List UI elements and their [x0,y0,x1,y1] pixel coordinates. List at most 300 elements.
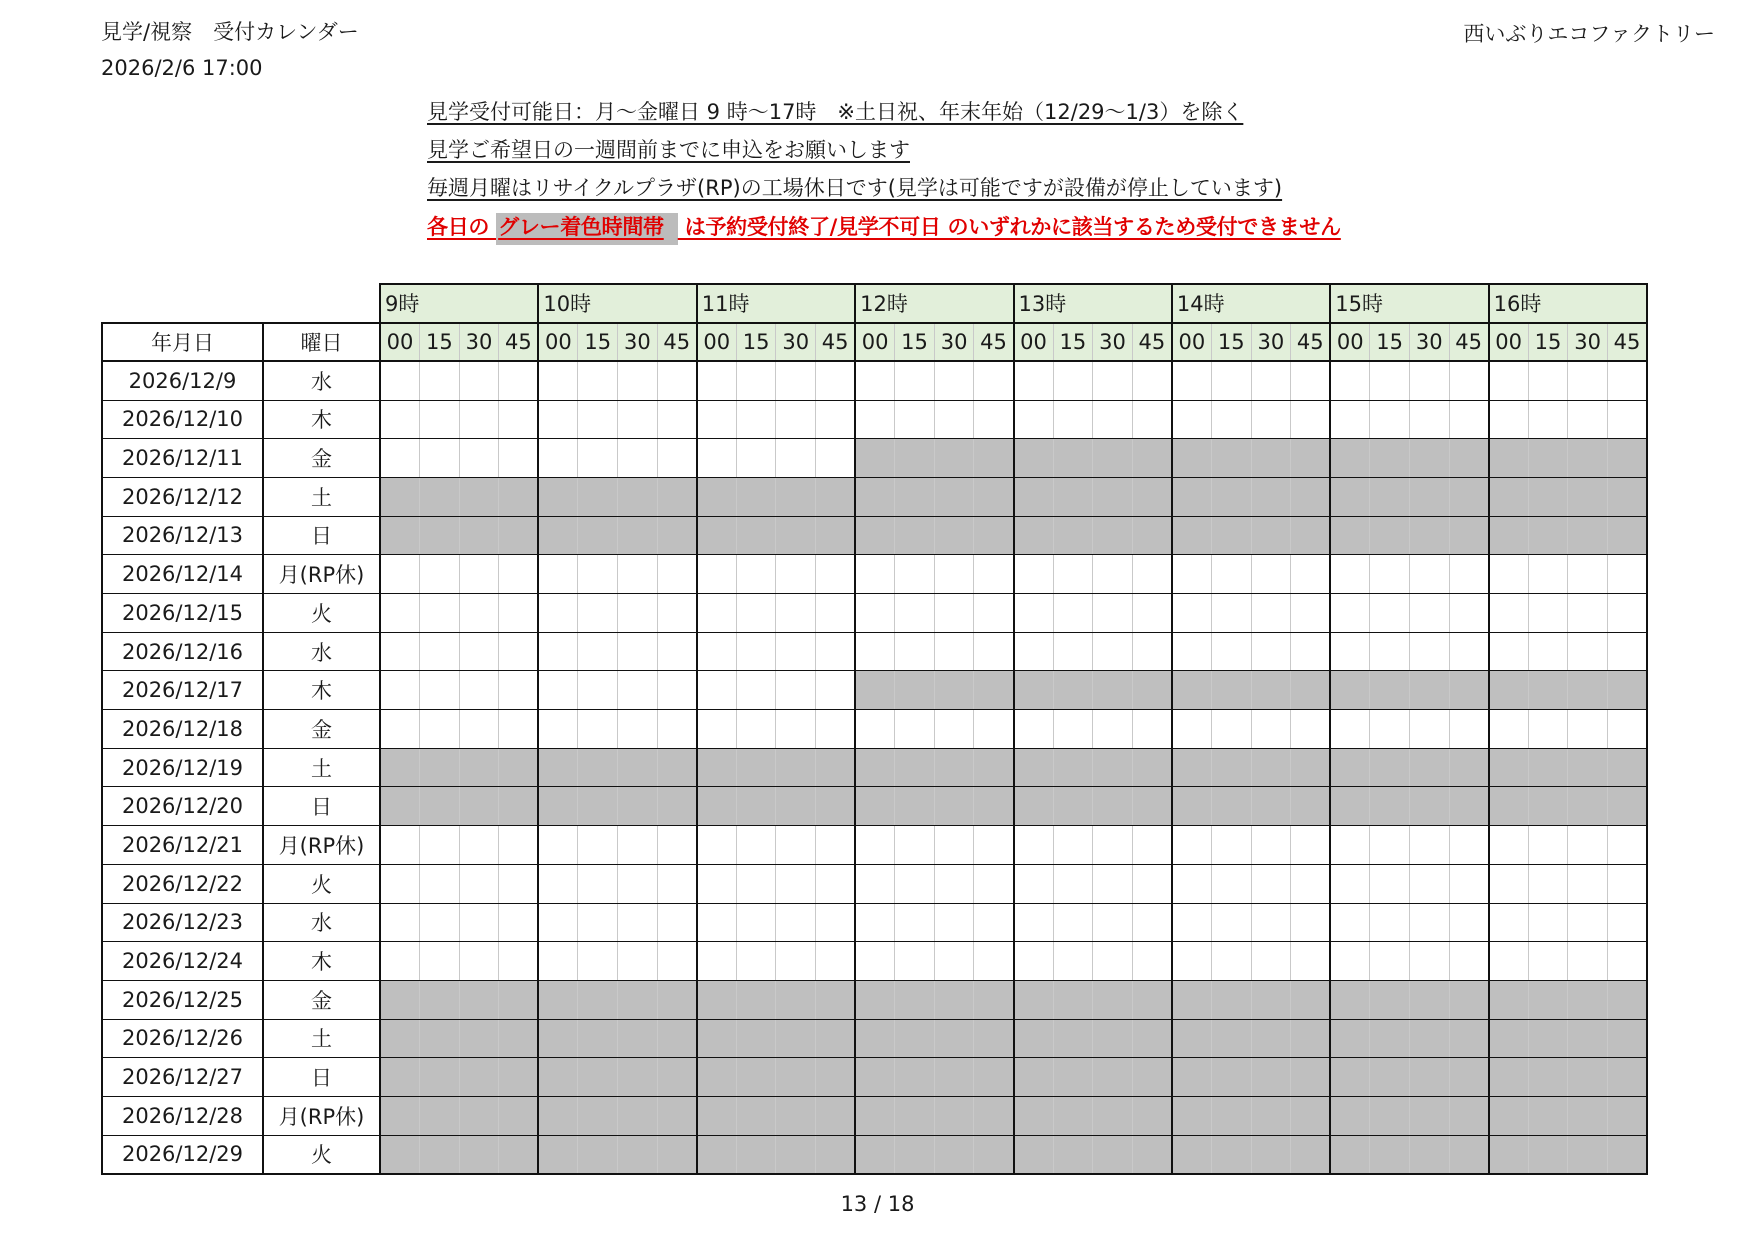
time-slot-unavailable [1607,477,1647,516]
time-slot-available [1093,361,1133,400]
time-slot-available [459,361,499,400]
time-slot-available [816,439,856,478]
time-slot-available [1607,864,1647,903]
time-slot-unavailable [1291,439,1331,478]
time-slot-unavailable [1568,748,1608,787]
time-slot-unavailable [459,787,499,826]
weekday-cell: 土 [263,1019,380,1058]
time-slot-unavailable [1370,477,1410,516]
time-slot-unavailable [1014,439,1054,478]
time-slot-unavailable [1132,1058,1172,1097]
notice-warning-prefix: 各日の [427,215,497,239]
time-slot-unavailable [1330,980,1370,1019]
time-slot-available [1409,864,1449,903]
time-slot-unavailable [657,980,697,1019]
time-slot-unavailable [1014,748,1054,787]
notice-grey-unavailable [427,211,1341,241]
time-slot-available [420,555,460,594]
time-slot-available [1330,594,1370,633]
time-slot-available [657,632,697,671]
time-slot-unavailable [1568,980,1608,1019]
time-slot-available [776,400,816,439]
time-slot-unavailable [1330,787,1370,826]
time-slot-unavailable [1528,477,1568,516]
time-slot-available [1409,942,1449,981]
time-slot-available [459,942,499,981]
quarter-header: 30 [1409,323,1449,362]
hour-header: 12時 [855,284,1013,323]
time-slot-available [1449,400,1489,439]
time-slot-available [1528,361,1568,400]
calendar-row [102,942,1647,981]
hour-header: 14時 [1172,284,1330,323]
time-slot-unavailable [816,748,856,787]
time-slot-available [855,555,895,594]
time-slot-available [538,361,578,400]
time-slot-unavailable [1132,1019,1172,1058]
quarter-header: 00 [1489,323,1529,362]
time-slot-available [380,671,420,710]
time-slot-unavailable [1449,477,1489,516]
time-slot-available [618,400,658,439]
time-slot-unavailable [934,1058,974,1097]
time-slot-unavailable [1093,1058,1133,1097]
time-slot-available [499,942,539,981]
time-slot-unavailable [1251,1096,1291,1135]
time-slot-unavailable [1568,1135,1608,1174]
time-slot-unavailable [1449,1019,1489,1058]
hour-header: 13時 [1014,284,1172,323]
calendar-row [102,1019,1647,1058]
time-slot-unavailable [1053,477,1093,516]
quarter-header: 45 [816,323,856,362]
time-slot-available [459,594,499,633]
time-slot-available [499,400,539,439]
time-slot-unavailable [895,1096,935,1135]
time-slot-available [697,826,737,865]
time-slot-unavailable [1607,516,1647,555]
time-slot-unavailable [618,748,658,787]
time-slot-available [618,864,658,903]
time-slot-available [459,671,499,710]
time-slot-available [1370,400,1410,439]
time-slot-unavailable [776,980,816,1019]
time-slot-available [1409,903,1449,942]
time-slot-unavailable [1330,477,1370,516]
time-slot-available [380,439,420,478]
time-slot-unavailable [1409,1058,1449,1097]
time-slot-available [1211,555,1251,594]
calendar-row [102,632,1647,671]
time-slot-available [895,594,935,633]
time-slot-unavailable [1528,748,1568,787]
time-slot-unavailable [1132,1135,1172,1174]
time-slot-available [816,903,856,942]
time-slot-available [934,903,974,942]
time-slot-unavailable [816,1135,856,1174]
time-slot-available [459,903,499,942]
time-slot-available [1449,826,1489,865]
blank-corner [263,284,380,323]
time-slot-unavailable [1568,516,1608,555]
calendar-row [102,594,1647,633]
time-slot-unavailable [776,787,816,826]
time-slot-unavailable [1251,1058,1291,1097]
time-slot-unavailable [1251,980,1291,1019]
time-slot-unavailable [1409,980,1449,1019]
time-slot-unavailable [1291,477,1331,516]
time-slot-unavailable [1607,439,1647,478]
time-slot-available [974,826,1014,865]
time-slot-unavailable [499,477,539,516]
time-slot-available [1251,594,1291,633]
time-slot-available [499,555,539,594]
time-slot-available [1132,400,1172,439]
time-slot-available [1172,826,1212,865]
time-slot-available [895,710,935,749]
time-slot-available [1330,864,1370,903]
time-slot-available [934,594,974,633]
time-slot-available [578,942,618,981]
time-slot-available [736,361,776,400]
time-slot-available [1132,864,1172,903]
time-slot-available [1409,361,1449,400]
time-slot-unavailable [618,1058,658,1097]
time-slot-unavailable [1330,1019,1370,1058]
quarter-header: 15 [1211,323,1251,362]
weekday-cell: 木 [263,671,380,710]
print-datetime: 2026/2/6 17:00 [101,56,263,80]
time-slot-available [697,942,737,981]
time-slot-unavailable [459,1135,499,1174]
time-slot-available [1093,864,1133,903]
time-slot-available [816,594,856,633]
time-slot-available [380,361,420,400]
time-slot-available [1291,400,1331,439]
time-slot-unavailable [934,1135,974,1174]
time-slot-available [657,710,697,749]
time-slot-unavailable [1409,516,1449,555]
time-slot-unavailable [1211,1135,1251,1174]
time-slot-available [1528,400,1568,439]
time-slot-unavailable [499,980,539,1019]
time-slot-available [1489,710,1529,749]
notice-warning-suffix: は予約受付終了/見学不可日 のいずれかに該当するため受付できません [677,215,1341,239]
time-slot-available [1370,555,1410,594]
time-slot-unavailable [1053,1019,1093,1058]
time-slot-available [420,594,460,633]
time-slot-unavailable [855,516,895,555]
time-slot-available [1489,826,1529,865]
hour-header: 9時 [380,284,538,323]
time-slot-unavailable [1172,1096,1212,1135]
time-slot-available [1211,594,1251,633]
time-slot-available [1568,555,1608,594]
time-slot-unavailable [380,980,420,1019]
time-slot-unavailable [736,1096,776,1135]
time-slot-unavailable [816,516,856,555]
time-slot-available [1093,555,1133,594]
time-slot-unavailable [1172,1058,1212,1097]
time-slot-available [1330,632,1370,671]
time-slot-available [895,400,935,439]
time-slot-unavailable [974,1019,1014,1058]
time-slot-unavailable [1528,1135,1568,1174]
time-slot-available [499,903,539,942]
time-slot-available [499,864,539,903]
time-slot-available [380,826,420,865]
time-slot-available [1053,826,1093,865]
time-slot-available [1251,903,1291,942]
time-slot-available [1449,632,1489,671]
quarter-header: 00 [380,323,420,362]
time-slot-available [697,400,737,439]
time-slot-unavailable [816,787,856,826]
time-slot-available [1093,826,1133,865]
time-slot-unavailable [1409,787,1449,826]
time-slot-available [1370,361,1410,400]
time-slot-available [776,826,816,865]
time-slot-available [1053,361,1093,400]
time-slot-available [934,555,974,594]
time-slot-available [1370,903,1410,942]
time-slot-available [618,826,658,865]
quarter-header: 00 [697,323,737,362]
time-slot-unavailable [1291,1096,1331,1135]
time-slot-available [657,439,697,478]
time-slot-unavailable [578,1019,618,1058]
time-slot-unavailable [618,980,658,1019]
time-slot-available [420,361,460,400]
time-slot-available [1409,710,1449,749]
time-slot-available [1053,903,1093,942]
time-slot-available [816,361,856,400]
time-slot-available [1528,826,1568,865]
calendar-row [102,555,1647,594]
time-slot-available [1132,632,1172,671]
time-slot-available [538,671,578,710]
time-slot-available [1251,361,1291,400]
time-slot-unavailable [1370,516,1410,555]
time-slot-unavailable [459,477,499,516]
time-slot-unavailable [499,1019,539,1058]
time-slot-available [736,826,776,865]
time-slot-unavailable [1607,1019,1647,1058]
time-slot-available [1291,826,1331,865]
time-slot-available [855,594,895,633]
time-slot-unavailable [1053,787,1093,826]
time-slot-unavailable [1607,1058,1647,1097]
time-slot-available [1489,400,1529,439]
time-slot-unavailable [459,1019,499,1058]
time-slot-available [380,594,420,633]
time-slot-unavailable [1370,787,1410,826]
time-slot-unavailable [816,1058,856,1097]
time-slot-unavailable [776,1096,816,1135]
time-slot-available [420,942,460,981]
time-slot-unavailable [380,516,420,555]
time-slot-unavailable [1489,477,1529,516]
time-slot-available [538,710,578,749]
calendar-row [102,361,1647,400]
quarter-header: 15 [1053,323,1093,362]
time-slot-available [776,903,816,942]
time-slot-unavailable [934,516,974,555]
quarter-header: 15 [1370,323,1410,362]
date-cell: 2026/12/18 [102,710,263,749]
time-slot-available [1291,710,1331,749]
time-slot-unavailable [895,1135,935,1174]
time-slot-unavailable [1132,516,1172,555]
time-slot-unavailable [1489,1058,1529,1097]
weekday-cell: 水 [263,361,380,400]
time-slot-unavailable [1053,516,1093,555]
time-slot-available [855,826,895,865]
quarter-header: 00 [855,323,895,362]
time-slot-unavailable [578,1135,618,1174]
time-slot-available [1330,942,1370,981]
quarter-header-row [102,323,1647,362]
calendar-row [102,1058,1647,1097]
time-slot-unavailable [1251,439,1291,478]
time-slot-available [1211,361,1251,400]
quarter-header: 45 [1607,323,1647,362]
time-slot-unavailable [1291,1135,1331,1174]
time-slot-unavailable [974,477,1014,516]
time-slot-available [736,555,776,594]
time-slot-unavailable [499,787,539,826]
time-slot-unavailable [499,1096,539,1135]
time-slot-unavailable [1053,671,1093,710]
hour-header: 15時 [1330,284,1488,323]
time-slot-available [1607,555,1647,594]
time-slot-unavailable [1370,1019,1410,1058]
time-slot-unavailable [1132,439,1172,478]
time-slot-unavailable [1014,980,1054,1019]
time-slot-unavailable [1291,1058,1331,1097]
time-slot-available [1330,903,1370,942]
page-title: 見学/視察 受付カレンダー [101,20,359,44]
time-slot-available [1211,826,1251,865]
time-slot-unavailable [1607,1135,1647,1174]
time-slot-unavailable [1370,1096,1410,1135]
time-slot-available [1014,864,1054,903]
time-slot-available [974,903,1014,942]
time-slot-available [816,864,856,903]
time-slot-unavailable [1370,1058,1410,1097]
time-slot-unavailable [697,748,737,787]
weekday-cell: 木 [263,942,380,981]
time-slot-available [895,361,935,400]
blank-corner [102,284,263,323]
time-slot-available [974,632,1014,671]
calendar-row [102,826,1647,865]
time-slot-unavailable [420,980,460,1019]
time-slot-available [776,942,816,981]
time-slot-available [578,864,618,903]
time-slot-available [578,400,618,439]
time-slot-available [618,555,658,594]
date-cell: 2026/12/9 [102,361,263,400]
time-slot-unavailable [1409,748,1449,787]
time-slot-available [538,439,578,478]
time-slot-available [776,710,816,749]
time-slot-unavailable [1489,1019,1529,1058]
date-cell: 2026/12/20 [102,787,263,826]
calendar-row [102,710,1647,749]
time-slot-available [657,903,697,942]
time-slot-available [1607,594,1647,633]
quarter-header: 00 [538,323,578,362]
time-slot-unavailable [1370,748,1410,787]
time-slot-available [380,710,420,749]
time-slot-unavailable [974,1135,1014,1174]
time-slot-available [578,361,618,400]
notice-available-days: 見学受付可能日：月〜金曜日 9 時〜17時 ※土日祝、年末年始（12/29〜1/3）を除く [427,100,1244,124]
time-slot-unavailable [855,1096,895,1135]
quarter-header: 15 [736,323,776,362]
time-slot-unavailable [816,1019,856,1058]
time-slot-unavailable [974,516,1014,555]
time-slot-unavailable [1291,1019,1331,1058]
time-slot-available [459,555,499,594]
time-slot-unavailable [1607,1096,1647,1135]
time-slot-available [459,400,499,439]
quarter-header: 45 [1449,323,1489,362]
date-cell: 2026/12/11 [102,439,263,478]
time-slot-available [538,942,578,981]
time-slot-unavailable [934,1096,974,1135]
time-slot-available [1291,555,1331,594]
time-slot-unavailable [1330,748,1370,787]
time-slot-unavailable [855,1135,895,1174]
time-slot-available [895,864,935,903]
time-slot-available [736,400,776,439]
time-slot-unavailable [934,439,974,478]
time-slot-available [657,594,697,633]
time-slot-unavailable [380,1135,420,1174]
time-slot-unavailable [1172,671,1212,710]
time-slot-available [776,594,816,633]
calendar-row [102,980,1647,1019]
time-slot-unavailable [895,439,935,478]
time-slot-unavailable [1330,671,1370,710]
time-slot-available [895,632,935,671]
time-slot-available [1132,826,1172,865]
time-slot-unavailable [1132,477,1172,516]
quarter-header: 00 [1172,323,1212,362]
time-slot-unavailable [1132,748,1172,787]
quarter-header: 45 [1132,323,1172,362]
time-slot-available [1449,710,1489,749]
time-slot-unavailable [1093,671,1133,710]
time-slot-available [459,632,499,671]
time-slot-available [736,594,776,633]
time-slot-unavailable [1172,748,1212,787]
time-slot-available [420,903,460,942]
time-slot-unavailable [459,748,499,787]
time-slot-available [578,555,618,594]
time-slot-available [1211,903,1251,942]
time-slot-unavailable [1528,1058,1568,1097]
time-slot-available [1053,864,1093,903]
time-slot-available [1053,594,1093,633]
time-slot-unavailable [1211,671,1251,710]
calendar-row [102,1096,1647,1135]
time-slot-unavailable [855,980,895,1019]
time-slot-unavailable [1528,787,1568,826]
quarter-header: 30 [459,323,499,362]
